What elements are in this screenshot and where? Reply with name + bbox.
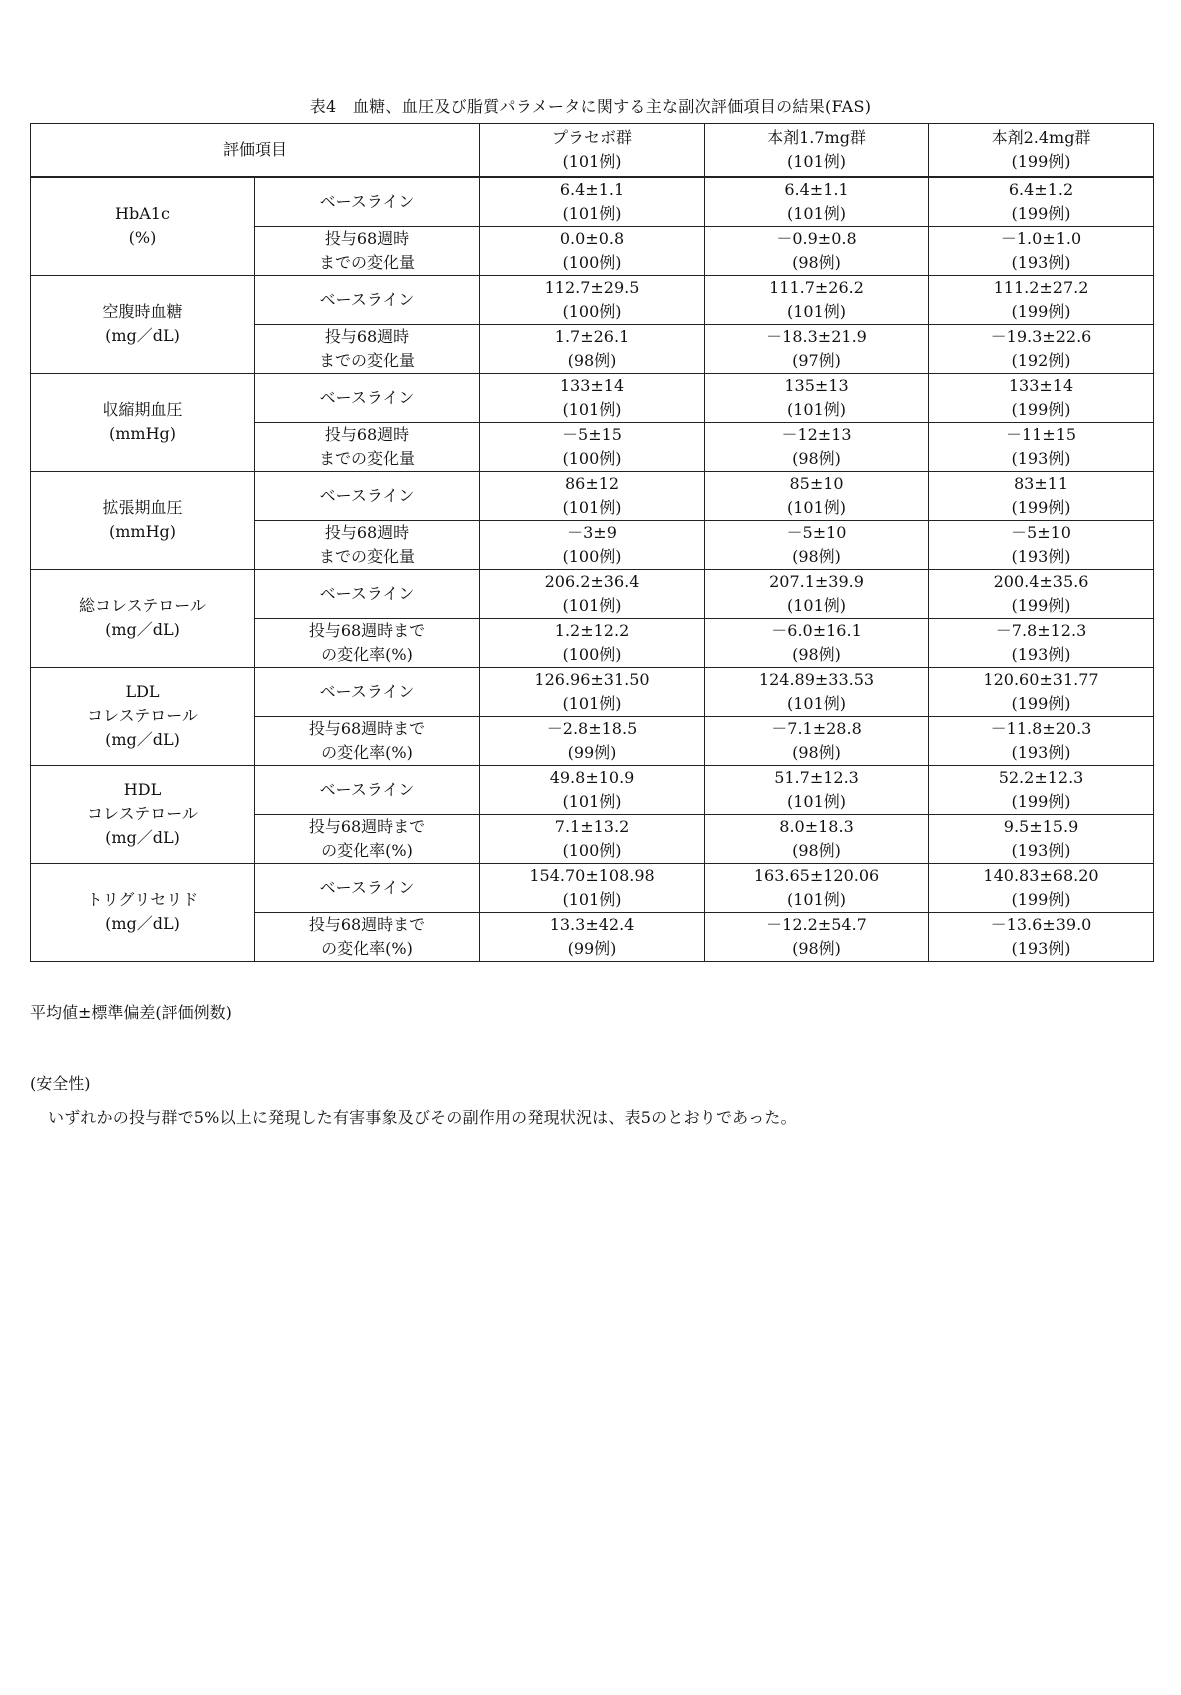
parameter-label: HDL コレステロール (mg／dL) bbox=[31, 765, 255, 863]
value-cell: －5±10 (98例) bbox=[705, 520, 929, 569]
parameter-label: 拡張期血圧 (mmHg) bbox=[31, 471, 255, 569]
value-cell: 133±14 (199例) bbox=[929, 373, 1154, 422]
value-cell: 1.7±26.1 (98例) bbox=[480, 324, 705, 373]
measure-label: 投与68週時まで の変化率(%) bbox=[255, 716, 480, 765]
table-row bbox=[31, 569, 1154, 618]
value-cell: －5±15 (100例) bbox=[480, 422, 705, 471]
value-cell: 1.2±12.2 (100例) bbox=[480, 618, 705, 667]
value-cell: 206.2±36.4 (101例) bbox=[480, 569, 705, 618]
value-cell: 207.1±39.9 (101例) bbox=[705, 569, 929, 618]
value-cell: 126.96±31.50 (101例) bbox=[480, 667, 705, 716]
value-cell: 111.7±26.2 (101例) bbox=[705, 275, 929, 324]
header-group-1-7mg: 本剤1.7mg群 (101例) bbox=[705, 124, 929, 177]
table-caption: 表4 血糖、血圧及び脂質パラメータに関する主な副次評価項目の結果(FAS) bbox=[309, 97, 872, 116]
parameter-label: 収縮期血圧 (mmHg) bbox=[31, 373, 255, 471]
value-cell: 200.4±35.6 (199例) bbox=[929, 569, 1154, 618]
table-row bbox=[31, 667, 1154, 716]
parameter-label: HbA1c (%) bbox=[31, 177, 255, 276]
measure-label: 投与68週時 までの変化量 bbox=[255, 226, 480, 275]
value-cell: 83±11 (199例) bbox=[929, 471, 1154, 520]
parameter-label: 空腹時血糖 (mg／dL) bbox=[31, 275, 255, 373]
measure-label: 投与68週時 までの変化量 bbox=[255, 520, 480, 569]
header-item: 評価項目 bbox=[31, 124, 480, 177]
table-row bbox=[31, 373, 1154, 422]
measure-label: 投与68週時まで の変化率(%) bbox=[255, 912, 480, 961]
table-row bbox=[31, 765, 1154, 814]
table-row bbox=[31, 471, 1154, 520]
value-cell: 112.7±29.5 (100例) bbox=[480, 275, 705, 324]
parameter-label: 総コレステロール (mg／dL) bbox=[31, 569, 255, 667]
value-cell: －3±9 (100例) bbox=[480, 520, 705, 569]
value-cell: 51.7±12.3 (101例) bbox=[705, 765, 929, 814]
value-cell: 13.3±42.4 (99例) bbox=[480, 912, 705, 961]
value-cell: 135±13 (101例) bbox=[705, 373, 929, 422]
measure-label: ベースライン bbox=[255, 177, 480, 227]
table-row bbox=[31, 275, 1154, 324]
table-row bbox=[31, 863, 1154, 912]
value-cell: 7.1±13.2 (100例) bbox=[480, 814, 705, 863]
value-cell: －18.3±21.9 (97例) bbox=[705, 324, 929, 373]
value-cell: －19.3±22.6 (192例) bbox=[929, 324, 1154, 373]
results-table bbox=[30, 123, 1154, 962]
value-cell: 111.2±27.2 (199例) bbox=[929, 275, 1154, 324]
value-cell: 8.0±18.3 (98例) bbox=[705, 814, 929, 863]
header-group-placebo: プラセボ群 (101例) bbox=[480, 124, 705, 177]
measure-label: 投与68週時 までの変化量 bbox=[255, 422, 480, 471]
table-row bbox=[31, 177, 1154, 227]
table-header-row bbox=[31, 124, 1154, 177]
value-cell: －7.1±28.8 (98例) bbox=[705, 716, 929, 765]
value-cell: 140.83±68.20 (199例) bbox=[929, 863, 1154, 912]
measure-label: ベースライン bbox=[255, 275, 480, 324]
value-cell: 163.65±120.06 (101例) bbox=[705, 863, 929, 912]
measure-label: ベースライン bbox=[255, 569, 480, 618]
parameter-label: LDL コレステロール (mg／dL) bbox=[31, 667, 255, 765]
value-cell: 9.5±15.9 (193例) bbox=[929, 814, 1154, 863]
body-paragraph: いずれかの投与群で5%以上に発現した有害事象及びその副作用の発現状況は、表5のとおりであった。 bbox=[48, 1108, 797, 1127]
value-cell: 6.4±1.1 (101例) bbox=[705, 177, 929, 227]
value-cell: 52.2±12.3 (199例) bbox=[929, 765, 1154, 814]
value-cell: 6.4±1.2 (199例) bbox=[929, 177, 1154, 227]
measure-label: 投与68週時 までの変化量 bbox=[255, 324, 480, 373]
value-cell: 86±12 (101例) bbox=[480, 471, 705, 520]
value-cell: 124.89±33.53 (101例) bbox=[705, 667, 929, 716]
value-cell: －12.2±54.7 (98例) bbox=[705, 912, 929, 961]
value-cell: 154.70±108.98 (101例) bbox=[480, 863, 705, 912]
measure-label: 投与68週時まで の変化率(%) bbox=[255, 618, 480, 667]
section-heading: (安全性) bbox=[30, 1074, 91, 1093]
measure-label: ベースライン bbox=[255, 373, 480, 422]
value-cell: 85±10 (101例) bbox=[705, 471, 929, 520]
measure-label: 投与68週時まで の変化率(%) bbox=[255, 814, 480, 863]
value-cell: 6.4±1.1 (101例) bbox=[480, 177, 705, 227]
value-cell: 49.8±10.9 (101例) bbox=[480, 765, 705, 814]
value-cell: 0.0±0.8 (100例) bbox=[480, 226, 705, 275]
measure-label: ベースライン bbox=[255, 471, 480, 520]
value-cell: －11.8±20.3 (193例) bbox=[929, 716, 1154, 765]
measure-label: ベースライン bbox=[255, 863, 480, 912]
value-cell: －6.0±16.1 (98例) bbox=[705, 618, 929, 667]
value-cell: －13.6±39.0 (193例) bbox=[929, 912, 1154, 961]
value-cell: －2.8±18.5 (99例) bbox=[480, 716, 705, 765]
value-cell: －7.8±12.3 (193例) bbox=[929, 618, 1154, 667]
value-cell: －1.0±1.0 (193例) bbox=[929, 226, 1154, 275]
measure-label: ベースライン bbox=[255, 667, 480, 716]
value-cell: －12±13 (98例) bbox=[705, 422, 929, 471]
parameter-label: トリグリセリド (mg／dL) bbox=[31, 863, 255, 961]
table-footnote: 平均値±標準偏差(評価例数) bbox=[30, 1003, 232, 1022]
value-cell: 120.60±31.77 (199例) bbox=[929, 667, 1154, 716]
value-cell: －11±15 (193例) bbox=[929, 422, 1154, 471]
value-cell: －0.9±0.8 (98例) bbox=[705, 226, 929, 275]
value-cell: 133±14 (101例) bbox=[480, 373, 705, 422]
header-group-2-4mg: 本剤2.4mg群 (199例) bbox=[929, 124, 1154, 177]
value-cell: －5±10 (193例) bbox=[929, 520, 1154, 569]
measure-label: ベースライン bbox=[255, 765, 480, 814]
